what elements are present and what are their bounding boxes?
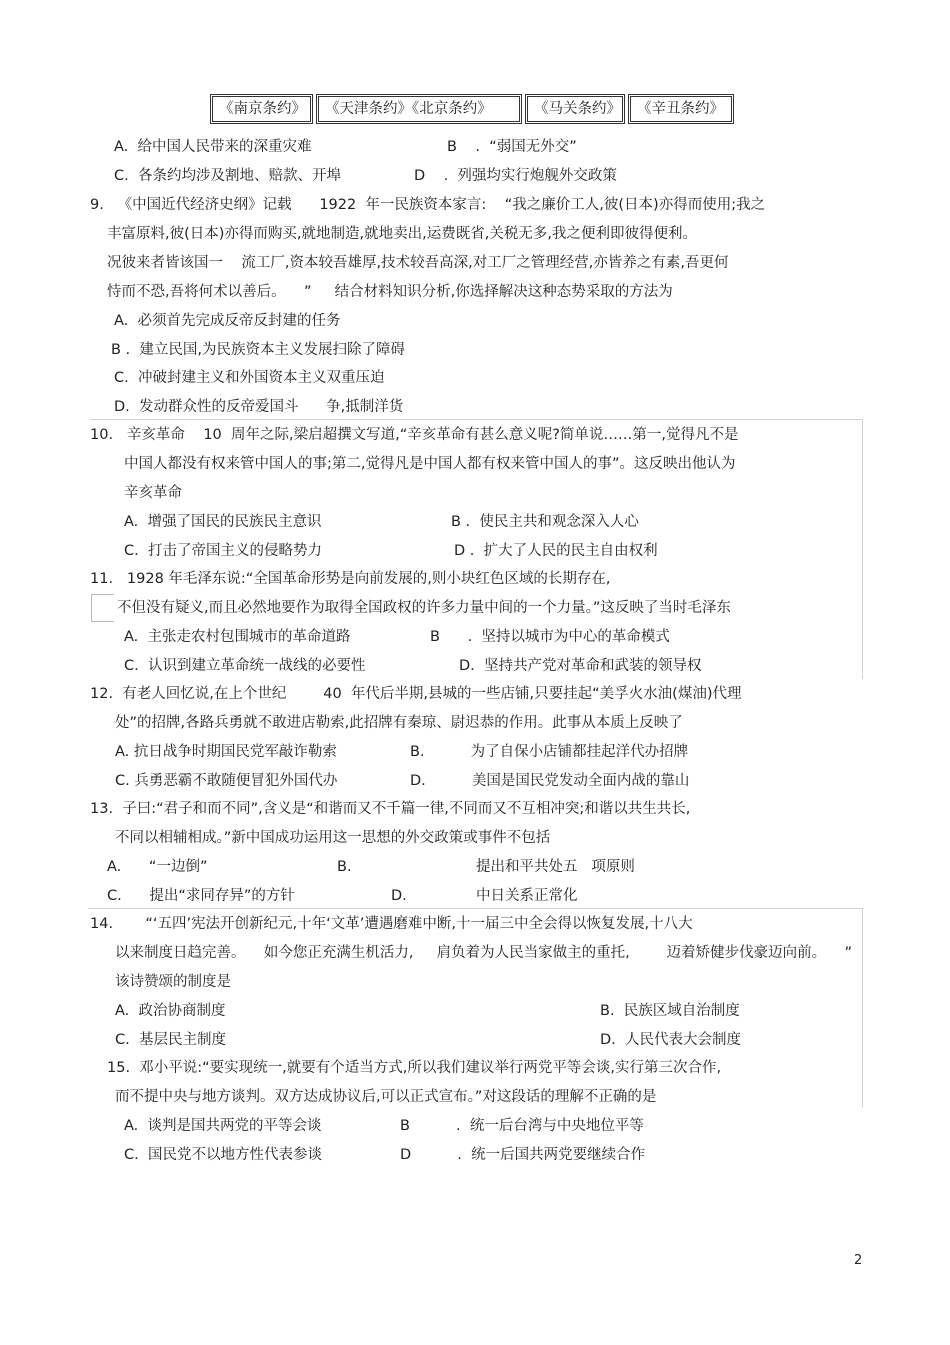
treaty-cell: 《天津条约》《北京条约》	[316, 94, 522, 124]
q9-stem-line: 丰富原料,彼(日本)亦得而购买,就地制造,就地卖出,运费既省,关税无多,我之便利即彼得便利。	[107, 226, 697, 242]
q14-stem-line: 以来制度日趋完善。 如今您正充满生机活力, 肩负着为人民当家做主的重托, 迈着矫健步伐豪迈向前。 ”	[115, 945, 853, 961]
q10-stem-line: 中国人都没有权来管中国人的事;第二,觉得凡是中国人都有权来管中国人的事”。这反映出他认为	[124, 456, 736, 472]
q15-option-a: A. 谈判是国共两党的平等会谈	[124, 1118, 322, 1134]
q15-stem-line: 15. 邓小平说:“要实现统一,就要有个适当方式,所以我们建议举行两党平等会谈,实行第三次合作,	[107, 1060, 722, 1076]
q12-stem-line: 12. 有老人回忆说,在上个世纪 40 年代后半期,县城的一些店铺,只要挂起“美孚火水油(煤油)代理	[90, 686, 742, 702]
q13-option-b: 提出和平共处五 项原则	[476, 859, 635, 875]
q10-option-c: C. 打击了帝国主义的侵略势力	[124, 543, 322, 559]
q12-option-a: A. 抗日战争时期国民党军敲诈勒索	[115, 744, 337, 760]
q13-option-c: C. 提出“求同存异”的方针	[107, 888, 295, 904]
q10-option-b: B . 使民主共和观念深入人心	[451, 514, 639, 530]
q14-option-b: B. 民族区域自治制度	[600, 1003, 740, 1019]
q12-option-b: B. 为了自保小店铺都挂起洋代办招牌	[410, 744, 689, 760]
q9-stem-line: 恃而不恐,吾将何术以善后。 ” 结合材料知识分析,你选择解决这种态势采取的方法为	[107, 284, 673, 300]
q15-option-b: B . 统一后台湾与中央地位平等	[400, 1118, 644, 1134]
q9-stem-line: 况彼来者皆该国一 流工厂,资本较吾雄厚,技术较吾高深,对工厂之管理经营,亦皆养之有素,吾更何	[107, 255, 729, 271]
q15-option-c: C. 国民党不以地方性代表参谈	[124, 1147, 322, 1163]
q8-option-c: C. 各条约均涉及割地、赔款、开埠	[114, 168, 341, 184]
q8-option-b: B . “弱国无外交”	[447, 139, 577, 155]
q14-option-d: D. 人民代表大会制度	[600, 1032, 741, 1048]
q13-option-a: A. “一边倒”	[107, 859, 208, 875]
q15-option-d: D . 统一后国共两党要继续合作	[400, 1147, 646, 1163]
q8-option-a: A. 给中国人民带来的深重灾难	[114, 139, 312, 155]
q11-option-c: C. 认识到建立革命统一战线的必要性	[124, 658, 366, 674]
page-number: 2	[854, 1253, 863, 1268]
q9-option-d: D. 发动群众性的反帝爱国斗 争,抵制洋货	[114, 399, 404, 415]
scan-rule	[90, 419, 863, 420]
q9-option-a: A. 必须首先完成反帝反封建的任务	[114, 313, 341, 329]
q13-stem-line: 不同以相辅相成。”新中国成功运用这一思想的外交政策或事件不包括	[115, 830, 551, 846]
q14-stem-line: 14. “‘五四’宪法开创新纪元,十年‘文革’遭遇磨难中断,十一届三中全会得以恢复发展,十八大	[90, 916, 693, 932]
q15-stem-line: 而不提中央与地方谈判。双方达成协议后,可以正式宣布。”对这段话的理解不正确的是	[115, 1089, 657, 1105]
q10-option-d: D . 扩大了人民的民主自由权利	[454, 543, 658, 559]
treaty-cell: 《南京条约》	[210, 94, 313, 124]
scan-rule	[862, 419, 863, 679]
q12-stem-line: 处”的招牌,各路兵勇就不敢进店勒索,此招牌有秦琼、尉迟恭的作用。此事从本质上反映了	[115, 715, 683, 731]
q10-stem-line: 10. 辛亥革命 10 周年之际,梁启超撰文写道,“辛亥革命有甚么意义呢?简单说……第一,觉得凡不是	[90, 427, 739, 443]
q14-option-c: C. 基层民主制度	[115, 1032, 226, 1048]
treaty-cell: 《辛丑条约》	[628, 94, 734, 124]
q12-option-d: D. 美国是国民党发动全面内战的靠山	[410, 773, 690, 789]
q11-stem-line: 不但没有疑义,而且必然地要作为取得全国政权的许多力量中间的一个力量。”这反映了当时毛泽东	[117, 600, 731, 616]
q8-option-d: D . 列强均实行炮舰外交政策	[414, 168, 617, 184]
q13-stem-line: 13. 子曰:“君子和而不同”,含义是“和谐而又不千篇一律,不同而又不互相冲突;和谐以共生共长,	[90, 801, 691, 817]
q13-option-b-letter: B.	[337, 859, 352, 875]
q11-option-b: B . 坚持以城市为中心的革命模式	[430, 629, 670, 645]
q13-option-d-letter: D.	[391, 888, 407, 904]
scan-rule	[862, 908, 863, 1108]
treaty-cell: 《马关条约》	[525, 94, 625, 124]
q11-option-d: D. 坚持共产党对革命和武装的领导权	[459, 658, 702, 674]
q12-option-c: C. 兵勇恶霸不敢随便冒犯外国代办	[115, 773, 338, 789]
scan-rule	[88, 908, 862, 909]
q10-stem-line: 辛亥革命	[124, 485, 182, 501]
q11-stem-line: 11. 1928 年毛泽东说:“全国革命形势是向前发展的,则小块红色区域的长期存在,	[90, 571, 611, 587]
q14-stem-line: 该诗赞颂的制度是	[115, 974, 231, 990]
q13-option-d: 中日关系正常化	[476, 888, 578, 904]
scan-box-mark	[91, 594, 114, 622]
q9-stem-line: 9. 《中国近代经济史纲》记载 1922 年一民族资本家言: “我之廉价工人,彼(日本)亦得而使用;我之	[90, 197, 766, 213]
q10-option-a: A. 增强了国民的民族民主意识	[124, 514, 322, 530]
q14-option-a: A. 政治协商制度	[115, 1003, 226, 1019]
q11-option-a: A. 主张走农村包围城市的革命道路	[124, 629, 351, 645]
q9-option-c: C. 冲破封建主义和外国资本主义双重压迫	[114, 370, 385, 386]
q9-option-b: B . 建立民国,为民族资本主义发展扫除了障碍	[111, 342, 405, 358]
treaty-table	[210, 94, 734, 124]
